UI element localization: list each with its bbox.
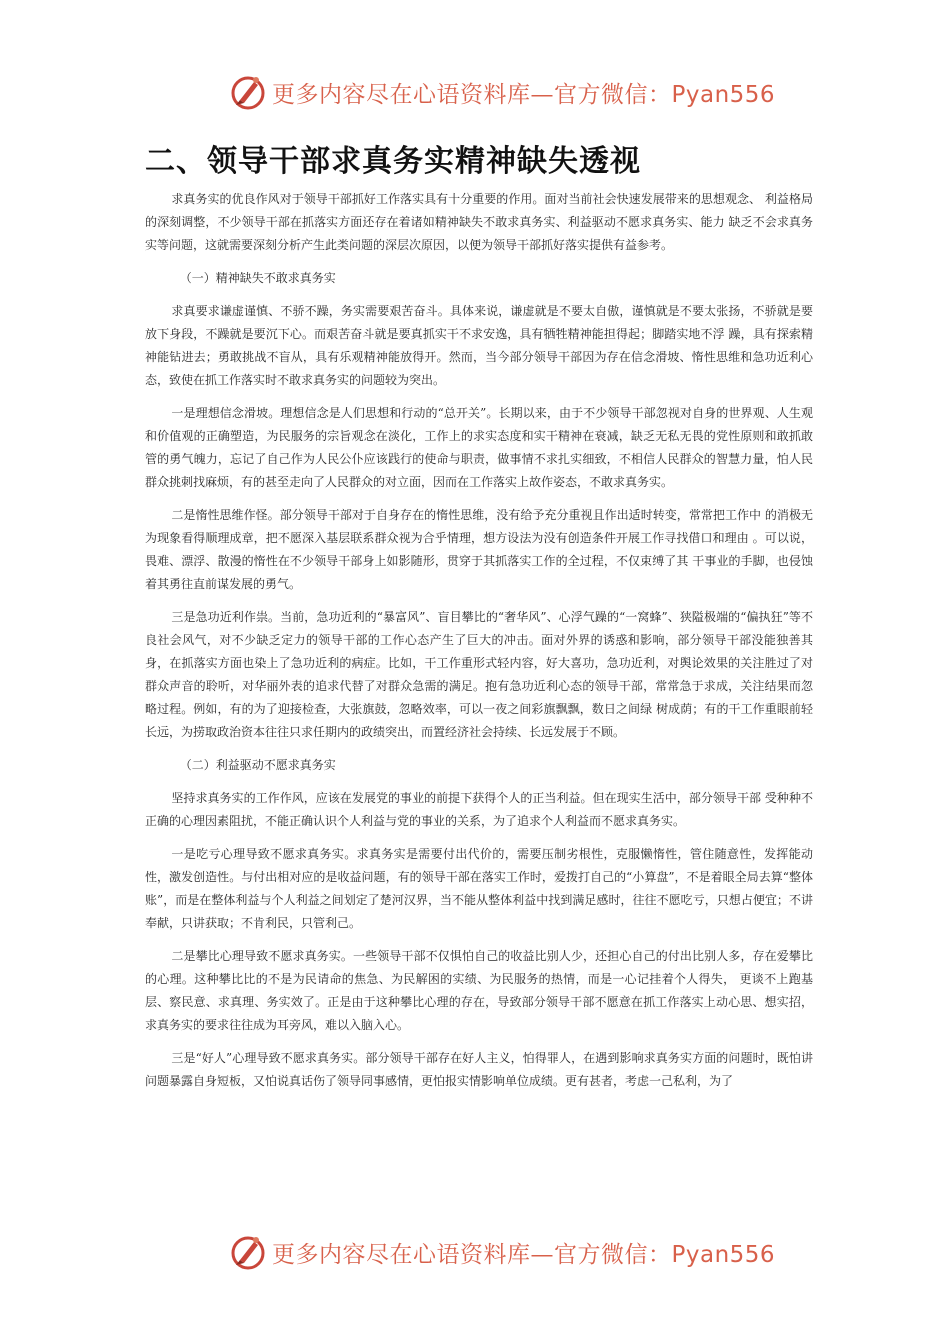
section-heading: （一）精神缺失不敢求真务实 [179,271,336,285]
banner-wechat-id: Pyan556 [671,1241,776,1268]
banner-sub: 官方微信： [554,81,672,108]
banner-separator: — [530,81,554,108]
paragraph: 一是理想信念滑坡。理想信念是人们思想和行动的“总开关”。长期以来，由于不少领导干部忽视对自身的世界观、人生观和价值观的正确塑造，为民服务的宗旨观念在淡化，工作上的求实态度和实干精神在衰减，缺乏无私无畏的党性原则和敢抓敢管的勇气魄力，忘记了自己作为人民公仆应该践行的使命与职责，做事情不求扎实细致，不相信人民群众的智慧力量，怕人民群众挑刺找麻烦，有的甚至走向了人民群众的对立面，因而在工作落实上故作姿态，不敢求真务实。 [145,406,813,489]
paragraph: 坚持求真务实的工作作风，应该在发展党的事业的前提下获得个人的正当利益。但在现实生活中，部分领导干部 受种种不正确的心理因素阻扰，不能正确认识个人利益与党的事业的关系，为了追求个人利益而不愿求真务实。 [145,791,813,828]
banner-main: 更多内容尽在心语资料库 [272,1241,531,1268]
paragraph: 三是急功近利作祟。当前，急功近利的“暴富风”、盲目攀比的“奢华风”、心浮气躁的“一窝蜂”、狭隘极端的“偏执狂”等不良社会风气，对不少缺乏定力的领导干部的工作心态产生了巨大的冲击。面对外界的诱惑和影响，部分领导干部没能独善其身，在抓落实方面也染上了急功近利的病症。比如，干工作重形式轻内容，好大喜功，急功近利，对舆论效果的关注胜过了对群众声音的聆听，对华丽外表的追求代替了对群众急需的满足。抱有急功近利心态的领导干部，常常急于求成，关注结果而忽略过程。例如，有的为了迎接检查，大张旗鼓，忽略效率，可以一夜之间彩旗飘飘，数日之间绿 树成荫；有的干工作重眼前轻长远，为捞取政治资本往往只求任期内的政绩突出，而置经济社会持续、长远发展于不顾。 [145,610,813,739]
banner-separator: — [530,1241,554,1268]
paragraph: 求真要求谦虚谨慎、不骄不躁，务实需要艰苦奋斗。具体来说，谦虚就是不要太自傲，谨慎就是不要太张扬，不骄就是要放下身段，不躁就是要沉下心。而艰苦奋斗就是要真抓实干不求安逸，具有牺牲精神能担得起；脚踏实地不浮 躁，具有探索精神能钻进去；勇敢挑战不盲从，具有乐观精神能放得开。然而，当今部分领导干部因为存在信念滑坡、惰性思维和急功近利心态，致使在抓工作落实时不敢求真务实的问题较为突出。 [145,304,813,387]
paragraph: 二是攀比心理导致不愿求真务实。一些领导干部不仅惧怕自己的收益比别人少，还担心自己的付出比别人多，存在爱攀比的心理。这种攀比比的不是为民请命的焦急、为民解困的实绩、为民服务的热情，而是一心记挂着个人得失， 更谈不上跑基层、察民意、求真理、务实效了。正是由于这种攀比心理的存在，导致部分领导干部不愿意在抓工作落实上动心思、想实招，求真务实的要求往往成为耳旁风，难以入脑入心。 [145,949,813,1032]
paragraph: 一是吃亏心理导致不愿求真务实。求真务实是需要付出代价的，需要压制劣根性，克服懒惰性，管住随意性，发挥能动性，激发创造性。与付出相对应的是收益问题，有的领导干部在落实工作时，爱拨打自己的“小算盘”，不是着眼全局去算“整体账”，而是在整体利益与个人利益之间划定了楚河汉界，当不能从整体利益中找到满足感时，往往不愿吃亏，只想占便宜；不讲奉献，只讲获取；不肯利民，只管利己。 [145,847,813,930]
logo-icon [228,1232,268,1272]
paragraph: 三是“好人”心理导致不愿求真务实。部分领导干部存在好人主义，怕得罪人，在遇到影响求真务实方面的问题时，既怕讲问题暴露自身短板，又怕说真话伤了领导同事感情，更怕报实情影响单位成绩。更有甚者，考虑一己私利，为了 [145,1051,813,1088]
page-title: 二、领导干部求真务实精神缺失透视 [145,144,641,179]
logo-icon [228,72,268,112]
banner-sub: 官方微信： [554,1241,672,1268]
paragraph: 求真务实的优良作风对于领导干部抓好工作落实具有十分重要的作用。面对当前社会快速发展带来的思想观念、 利益格局的深刻调整，不少领导干部在抓落实方面还存在着诸如精神缺失不敢求真务实、利益驱动不愿求真务实、能力 缺乏不会求真务实等问题，这就需要深刻分析产生此类问题的深层次原因，以便为领导干部抓好落实提供有益参考。 [145,192,813,252]
banner-text [272,1236,775,1269]
banner-main: 更多内容尽在心语资料库 [272,81,531,108]
banner-wechat-id: Pyan556 [671,81,776,108]
paragraph: 二是惰性思维作怪。部分领导干部对于自身存在的惰性思维，没有给予充分重视且作出适时转变，常常把工作中 的消极无为现象看得顺理成章，把不愿深入基层联系群众视为合乎情理，想方设法为没有创造条件开展工作寻找借口和理由 。可以说，畏难、漂浮、散漫的惰性在不少领导干部身上如影随形，贯穿于其抓落实工作的全过程，不仅束缚了其 干事业的手脚，也侵蚀着其勇往直前谋发展的勇气。 [145,508,813,591]
banner-text [272,76,775,109]
section-heading: （二）利益驱动不愿求真务实 [179,758,336,772]
header-banner [228,72,775,112]
document-body [145,188,813,1103]
footer-banner [228,1232,775,1272]
